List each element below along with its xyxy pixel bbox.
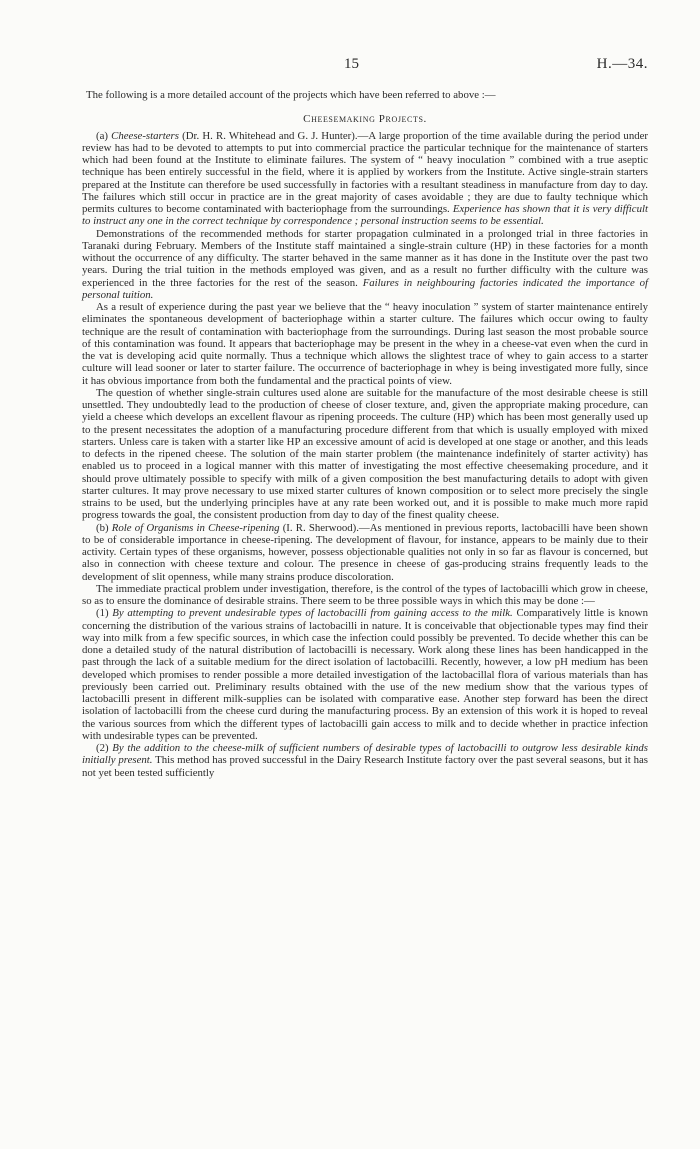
page-header <box>82 56 648 76</box>
paragraph-lead-italic: By attempting to prevent undesirable types of lactobacilli from gaining access to the milk. <box>112 607 513 620</box>
paragraph-label: (2) <box>96 742 109 754</box>
page-number: 15 <box>344 56 359 72</box>
paragraph-label: (b) <box>96 521 109 534</box>
paragraph-ripening-organisms <box>82 522 648 583</box>
paragraph-experience: As a result of experience during the past year we believe that the “ heavy inoculation ” system of starter maintenance entirely eliminates the spontaneous development of bacteriophage within a starter culture. The failures which occur owing to faulty technique are the result of contamination with bacteriophage from the surroundings. During last season the most probable source of this contamination was found. It appears that bacteriophage may be present in the whey in a cheese-vat even when the curd in the vat is developing acid quite normally. Thus a technique which allows the slightest trace of whey to gain access to a starter culture will lead sooner or later to starter failure. The occurrence of bacteriophage in whey is being investigated more fully, since it has obvious importance from both the fundamental and the practical points of view. <box>82 301 648 387</box>
paragraph-method-1 <box>82 607 648 742</box>
paragraph-cheese-starters <box>82 130 648 228</box>
paragraph-label: (1) <box>96 607 109 620</box>
paragraph-tail-italic: Failures in neighbouring factories indicated the importance of personal tuition. <box>82 276 649 301</box>
paragraph-text: This method has proved successful in the Dairy Research Institute factory over the past several seasons, but it has not yet been tested sufficiently <box>82 754 648 779</box>
paragraph-method-2 <box>82 742 648 779</box>
document-body <box>82 89 648 779</box>
paragraph-text: Comparatively little is known concerning the distribution of the various strains of lactobacilli in nature. It is conceivable that objectionable types may find their way into milk from a few specific sources, in which case the infection could possibly be prevented. To decide whether this can be done a detailed study of the natural distribution of lactobacilli is necessary. Work along these lines has been handicapped in the past through the lack of a suitable medium for the direct isolation of lactobacilli. Recently, however, a low pH medium has been developed which promises to render possible a more detailed investigation of the lactobacillal flora of various materials than has previously been carried out. Preliminary results obtained with the use of the new medium show that the various types of lactobacilli present in different milk-supplies can be isolated with comparative ease. Another step forward has been the direct isolation of lactobacilli from the cheese curd during the manufacturing process. By an extension of this work it is hoped to reveal the various sources from which the different types of lactobacilli gain access to milk and to decide whether in practice infection with undesirable types can be prevented. <box>82 607 649 742</box>
section-heading: Cheesemaking Projects. <box>303 113 427 126</box>
paragraph-text: (I. R. Sherwood).—As mentioned in previous reports, lactobacilli have been shown to be of considerable importance in cheese-ripening. The development of flavour, for instance, appears to be mainly due to their activity. Certain types of these organisms, however, possess objectionable qualities not only in so far as flavour is concerned, but also in connection with cheese texture and colour. The presence in cheese of gas-producing strains frequently leads to the development of slit openness, while many strains produce discoloration. <box>82 521 649 583</box>
paragraph-label: (a) <box>96 129 108 142</box>
paragraph-lead-italic: Cheese-starters <box>111 129 179 142</box>
document-reference: H.—34. <box>596 56 648 72</box>
paragraph-control-problem: The immediate practical problem under investigation, therefore, is the control of the types of lactobacilli which grow in cheese, so as to ensure the dominance of desirable strains. There seem to be three possible ways in which this may be done :— <box>82 582 648 607</box>
paragraph-lead-italic: Role of Organisms in Cheese-ripening <box>111 521 280 534</box>
paragraph-demonstrations <box>82 228 648 302</box>
intro-paragraph: The following is a more detailed account of the projects which have been referred to above :— <box>86 89 496 101</box>
paragraph-text: Demonstrations of the recommended methods for starter propagation culminated in a prolonged trial in three factories in Taranaki during February. Members of the Institute staff maintained a single-strain culture (HP) in these factories for a month without the occurrence of any difficulty. The starter behaved in the same manner as it has done in the Institute over the past two years. During the trial tuition in the methods employed was given, and as a result no further difficulty with the culture was experienced in the three factories for the rest of the season. <box>82 227 648 289</box>
paragraph-single-strain: The question of whether single-strain cultures used alone are suitable for the manufacture of the most desirable cheese is still unsettled. They undoubtedly lead to the production of cheese of closer texture, and, given the appropriate making procedure, can yield a cheese which develops an excellent flavour as ripening proceeds. The culture (HP) which has been most generally used up to the present necessitates the adoption of a manufacturing procedure different from that which is usually employed with mixed starters. Unless care is taken with a starter like HP an excessive amount of acid is developed at one stage or another, and this leads to defects in the ripened cheese. The solution of the main starter problem (the maintenance indefinitely of starter activity) has enabled us to proceed in a logical manner with this matter of investigating the most effective cheesemaking procedure, and it should prove ultimately possible to specify with milk of a given composition the best manufacturing details to adopt with given starter cultures. It may prove necessary to use mixed starter cultures of known composition or to select more precisely the single strains to be used, but the underlying principles have at any rate been worked out, and it is possible to make much more rapid progress towards the goal, the consistent production from day to day of the finest quality cheese. <box>82 386 648 522</box>
paragraph-lead-italic: By the addition to the cheese-milk of sufficient numbers of desirable types of lactobacilli to outgrow less desirable kinds initially present. <box>82 742 648 767</box>
paragraph-text: (Dr. H. R. Whitehead and G. J. Hunter).—A large proportion of the time available during the period under review has had to be devoted to attempts to put into commercial practice the particular technique for the maintenance of starters which had been found at the Institute to eliminate failures. The system of “ heavy inoculation ” combined with a true aseptic technique has been entirely successful in the field, where it is applied by workers from the Institute. Active single-strain starters prepared at the Institute can therefore be used successfully in factories with a resultant steadiness in manufacture from day to day. The failures which still occur in practice are in the great majority of cases avoidable ; they are due to faulty technique which permits cultures to become contaminated with bacteriophage from the surroundings. <box>82 129 649 215</box>
paragraph-tail-italic: Experience has shown that it is very difficult to instruct any one in the correct technique by correspondence ; personal instruction seems to be essential. <box>82 203 648 228</box>
